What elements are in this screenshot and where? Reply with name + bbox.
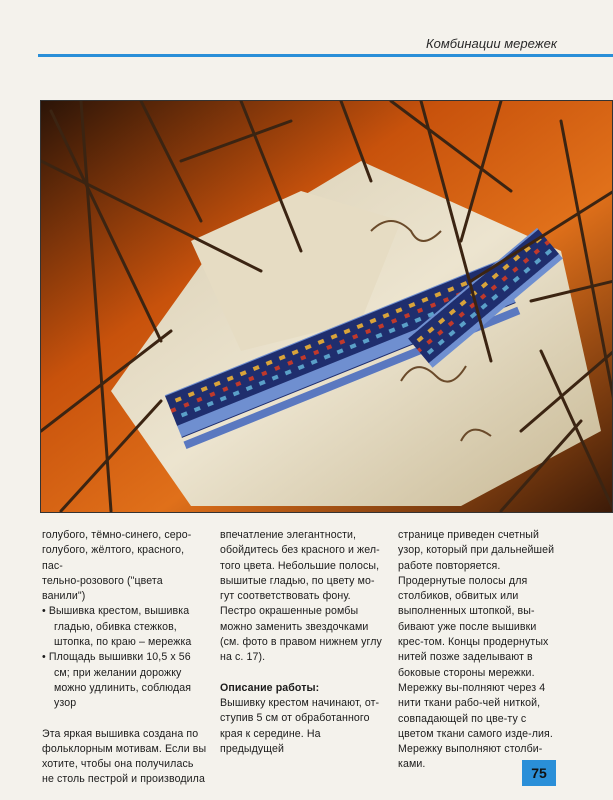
instructions-paragraph: странице приведен счетный узор, который при дальнейшей работе повторяется. Продернутые полосы для столбиков, обвитых или выполненных штопкой, вы-бивают уже после вышивки крес-том. Концы продернутых нитей позже заделывают в боковые стороны мережки. Мережку вы-полняют через 4 нити ткани рабо-чей ниткой, совпадающей по цве-ту с цветом ткани самого изде-лия. Мережку выполняют столби-ками. — [398, 529, 555, 771]
materials-line-2: голубого, жёлтого, красного, пас- — [42, 544, 185, 572]
intro-paragraph: Эта яркая вышивка создана по фольклорным мотивам. Если вы хотите, чтобы она получилась не столь пестрой и производила — [42, 727, 207, 786]
embroidery-photo — [40, 100, 613, 513]
work-description-heading: Описание работы: — [220, 681, 320, 694]
elegance-paragraph: впечатление элегантности, обойдитесь без красного и жел-того цвета. Небольшие полосы, вышитые гладью, по цвету мо-гут соответствовать фону. Пестро окрашенные ромбы можно заменить звездочками (см. фото в правом нижнем углу на с. 17). — [220, 529, 382, 664]
materials-line-1: голубого, тёмно-синего, серо- — [42, 529, 192, 541]
technique-bullet: • Вышивка крестом, вышивка гладью, обивка стежков, штопка, по краю – мережка — [42, 605, 192, 649]
size-bullet: • Площадь вышивки 10,5 x 56 см; при желании дорожку можно удлинить, соблюдая узор — [42, 651, 192, 710]
text-column-3 — [398, 528, 563, 773]
text-column-1 — [42, 528, 207, 788]
header-rule — [38, 54, 613, 57]
page-header — [38, 36, 613, 58]
materials-line-3: тельно-розового ("цвета ванили") — [42, 574, 163, 603]
embroidery-photo-illustration — [41, 101, 613, 513]
text-column-2 — [220, 528, 383, 757]
work-description-paragraph: Вышивку крестом начинают, от-ступив 5 см от обработанного края к середине. На предыдущей — [220, 696, 380, 755]
page-number: 75 — [522, 760, 556, 786]
section-title: Комбинации мережек — [425, 36, 557, 51]
